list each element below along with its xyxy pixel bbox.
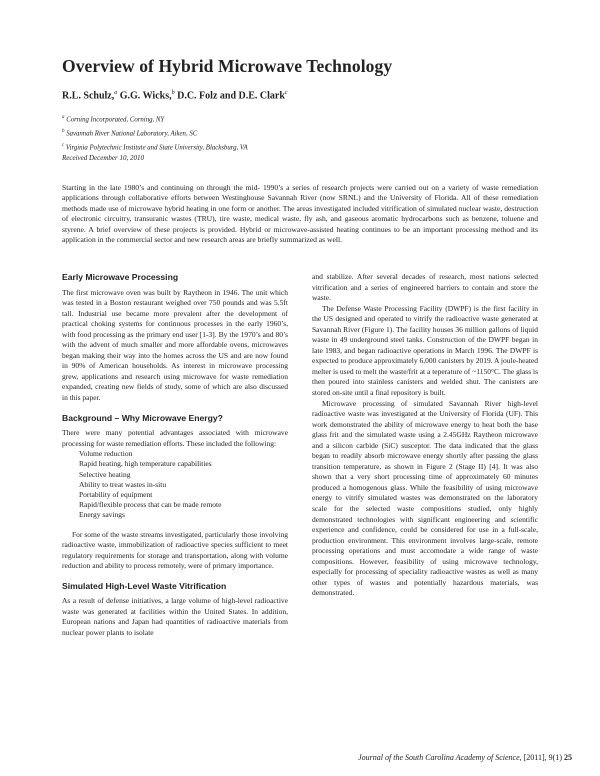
affiliation-b-sup: b xyxy=(62,128,65,134)
author-3-4-sup: c xyxy=(284,90,288,96)
section-heading-background: Background – Why Microwave Energy? xyxy=(62,412,223,423)
affiliations xyxy=(62,112,248,153)
affiliation-b xyxy=(62,126,248,140)
paragraph-background-waste: For some of the waste streams investigated, particularly those involving radioactive waste, immobilization of radioactive species sufficient to meet regulatory requirements for storage and transportation, along with volume reduction and ability to process remotely, were of primary importance. xyxy=(62,529,288,571)
paragraph-dwpf: The Defense Waste Processing Facility (DWPF) is the first facility in the US designed and operated to vitrify the radioactive waste generated at Savannah River (Figure 1). The facility houses 36 million gallons of liquid waste in 49 underground steel tanks. Construction of the DWPF began in late 1983, and began radioactive operations in March 1996. The DWPF is expected to produce approximately 6,000 canisters by 2019. A joule-heated melter is used to melt the waste/frit at a teperature of ~1150°C. The glass is then poured into stainless canisters and welded shut. The canisters are stored on-site until a final repository is built. xyxy=(312,303,538,398)
author-2-sup: b xyxy=(171,90,175,96)
received-date: Received December 10, 2010 xyxy=(62,154,145,162)
affiliation-c xyxy=(62,140,248,154)
list-item: Rapid/flexible process that can be made remote xyxy=(79,500,222,510)
footer-year-volume: [2011], 9(1) xyxy=(521,753,564,762)
left-column xyxy=(62,272,288,639)
paragraph-early-microwave: The first microwave oven was built by Raytheon in 1946. The unit which was tested in a Boston restaurant weighed over 750 pounds and was 5.5ft tall. Industrial use became more prevalent after the development of practical choking systems for continuous processes in the early 1960’s, with food processing as the primary end user [1-3]. By the 1970’s and 80’s with the advent of much smaller and more affordable ovens, microwaves began making their way into the homes across the US and are now found in 90% of American households. As interest in microwave processing grew, applications and research using microwave for waste remediation expanded, creating new fields of study, some of which are also discussed in this paper. xyxy=(62,287,288,403)
author-2: G.G. Wicks, xyxy=(117,90,172,102)
affiliation-b-text: Savannah River National Laboratory, Aiken, SC xyxy=(64,130,198,138)
page-footer xyxy=(358,753,572,762)
list-item: Portability of equipment xyxy=(79,490,153,500)
paragraph-microwave-processing: Microwave processing of simulated Savannah River high-level radioactive waste was investigated at the University of Florida (UF). This work demonstrated the ability of microwave energy to heat both the base glass frit and the simulated waste using a 2.45GHz Raytheon microwave and a silicon carbide (SiC) susceptor. The data indicated that the glass began to readily absorb microwave energy shortly after passing the glass transition temperature, as shown in Figure 2 (Stage II) [4]. It was also shown that a very short processing time of approximately 60 minutes produced a homogenous glass. While the feasibility of using microwave energy to vitrify simulated wastes was demonstrated on the laboratory scale for the selected waste compositions studied, only highly demonstrated technologies with significant engineering and scientific experience and confidence, could be considered for use in a full-scale, production environment. This environment involves large-scale, remote processing operations and must accomodate a wide range of waste compositions. However, feasibility of using microwave technology, especially for processing of speciality radioactive wastes as well as many other types of wastes and potentially hazardous materials, was demonstrated. xyxy=(312,398,538,598)
author-1-sup: a xyxy=(114,90,118,96)
affiliation-c-sup: c xyxy=(62,142,65,148)
section-heading-early-microwave: Early Microwave Processing xyxy=(62,272,179,282)
advantages-list xyxy=(79,449,288,520)
affiliation-a-text: Corning Incorporated, Corning, NY xyxy=(64,116,165,124)
paragraph-background-intro: There were many potential advantages associated with microwave processing for waste remediation efforts. These included the following: xyxy=(62,428,288,448)
right-column xyxy=(312,272,538,599)
page-title: Overview of Hybrid Microwave Technology xyxy=(62,56,393,76)
list-item: Rapid heating, high temperature capabilities xyxy=(79,459,212,469)
paragraph-continued: and stabilize. After several decades of research, most nations selected vitrification and a series of engineered barriers to contain and store the waste. xyxy=(312,272,538,303)
page-number: 25 xyxy=(564,753,572,762)
list-item: Energy savings xyxy=(79,510,125,520)
author-3-4: D.C. Folz and D.E. Clark xyxy=(174,90,285,102)
paragraph-vitrification: As a result of defense initiatives, a large volume of high-level radioactive waste was generated at facilities within the United States. In addition, European nations and Japan had quantities of radioactive materials from nuclear power plants to isolate xyxy=(62,596,288,637)
list-item: Selective heating xyxy=(79,469,131,479)
list-item: Volume reduction xyxy=(79,449,133,459)
abstract: Starting in the late 1980’s and continuing on through the mid- 1990’s a series of research projects were carried out on a variety of waste remediation applications through collaborative efforts between Westinghouse Savannah River (now SRNL) and the University of Florida. All of these remediation methods made use of microwave hybrid heating in one form or another. The areas investigated included vitrification of simulated nuclear waste, destruction of electronic circuitry, transuranic wastes (TRU), tire waste, medical waste, fly ash, and gaseous aromatic hydrocarbons such as benzene, toluene and styrene. A brief overview of these projects is provided. Hybrid or microwave-assisted heating continues to be an important processing method and its application in the commercial sector and new research areas are briefly summarized as well. xyxy=(62,183,538,245)
section-heading-vitrification: Simulated High-Level Waste Vitrification xyxy=(62,580,227,591)
author-1: R.L. Schulz, xyxy=(62,90,115,102)
affiliation-a-sup: a xyxy=(62,115,65,120)
footer-journal: Journal of the South Carolina Academy of Science, xyxy=(358,753,522,762)
affiliation-a xyxy=(62,112,248,126)
author-line xyxy=(62,90,288,101)
list-item: Ability to treat wastes in-situ xyxy=(79,479,167,489)
affiliation-c-text: Virginia Polytechnic Institute and State University, Blacksburg, VA xyxy=(64,143,248,151)
